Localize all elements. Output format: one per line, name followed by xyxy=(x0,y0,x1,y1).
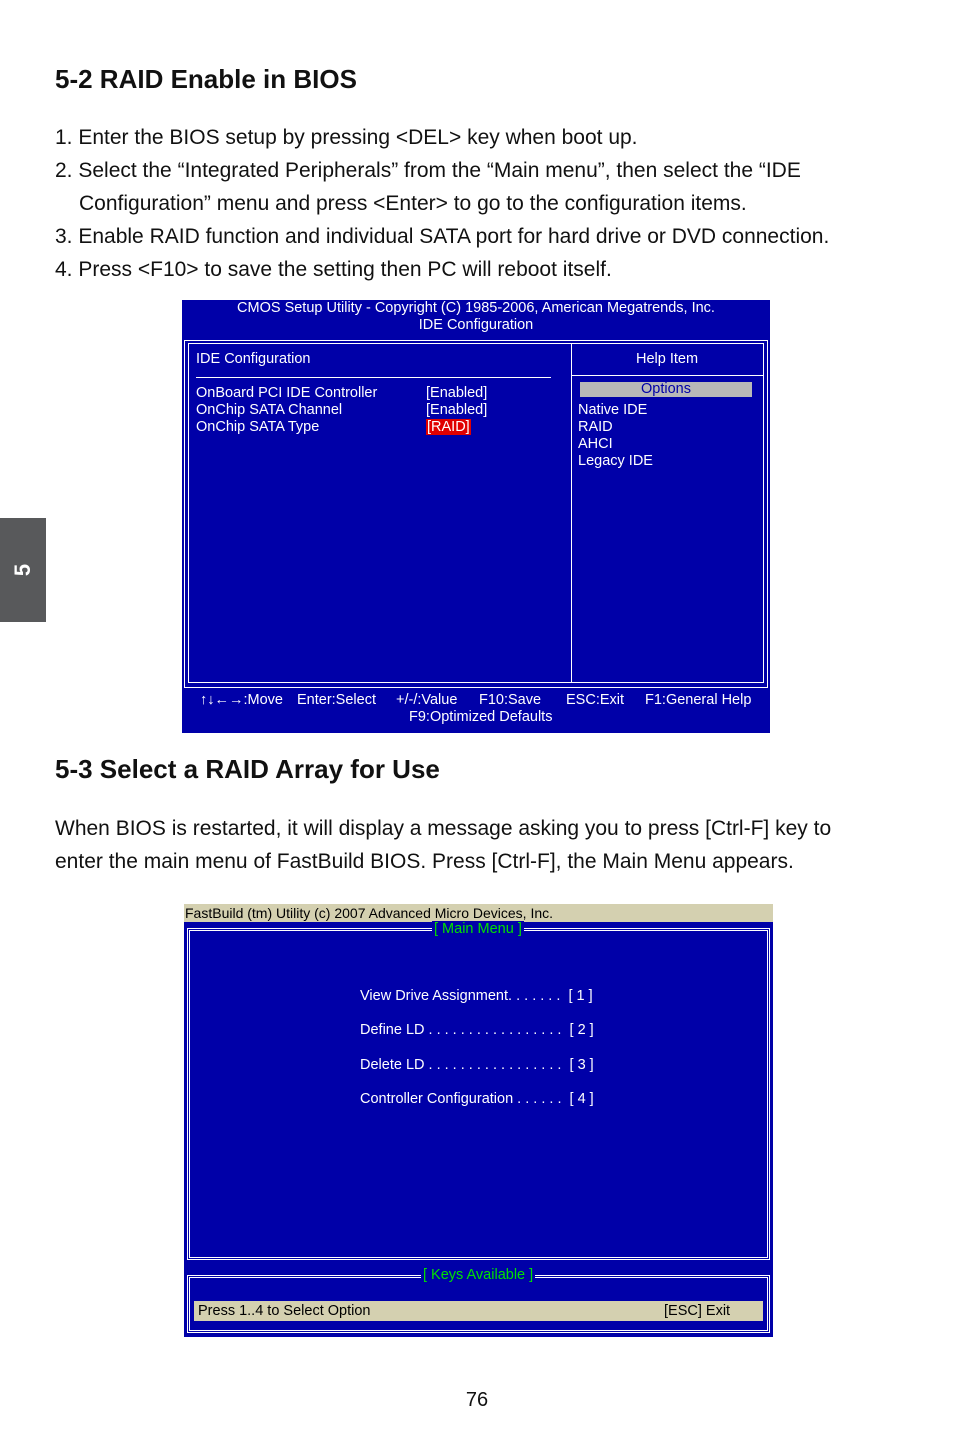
panel-title-underline xyxy=(196,377,551,378)
menu-item-define-ld[interactable]: Define LD . . . . . . . . . . . . . . . . . [ 2 ] xyxy=(360,1022,594,1038)
footer-move: ↑↓←→:Move xyxy=(200,692,283,708)
main-menu-legend: [ Main Menu ] xyxy=(434,921,522,937)
footer-help: F1:General Help xyxy=(645,692,752,708)
option-native-ide[interactable]: Native IDE xyxy=(578,402,648,418)
step-2-continued: Configuration” menu and press <Enter> to go to the configuration items. xyxy=(79,192,747,215)
option-raid[interactable]: RAID xyxy=(578,419,613,435)
footer-defaults: F9:Optimized Defaults xyxy=(409,709,553,725)
step-4: 4. Press <F10> to save the setting then PC will reboot itself. xyxy=(55,258,612,281)
step-1: 1. Enter the BIOS setup by pressing <DEL> key when boot up. xyxy=(55,126,638,149)
section2-paragraph-line2: enter the main menu of FastBuild BIOS. Press [Ctrl-F], the Main Menu appears. xyxy=(55,850,794,873)
setting-label-sata-type[interactable]: OnChip SATA Type xyxy=(196,419,320,435)
setting-value-sata-type[interactable]: [RAID] xyxy=(427,419,470,435)
menu-item-controller-config[interactable]: Controller Configuration . . . . . . [ 4 ] xyxy=(360,1091,594,1107)
setting-label-sata-channel[interactable]: OnChip SATA Channel xyxy=(196,402,343,418)
bios-header-copyright: CMOS Setup Utility - Copyright (C) 1985-2006, American Megatrends, Inc. xyxy=(237,300,715,316)
footer-save: F10:Save xyxy=(479,692,542,708)
bios-divider xyxy=(571,343,572,682)
chapter-tab xyxy=(0,518,46,622)
step-2: 2. Select the “Integrated Peripherals” from the “Main menu”, then select the “IDE xyxy=(55,159,801,182)
help-item-title: Help Item xyxy=(636,351,699,367)
footer-exit: ESC:Exit xyxy=(566,692,625,708)
fastbuild-title-bar: FastBuild (tm) Utility (c) 2007 Advanced Micro Devices, Inc. xyxy=(184,904,773,922)
fastbuild-screen xyxy=(184,904,773,1337)
help-divider xyxy=(572,375,763,376)
section2-paragraph-line1: When BIOS is restarted, it will display a message asking you to press [Ctrl-F] key to xyxy=(55,817,832,840)
option-legacy-ide[interactable]: Legacy IDE xyxy=(578,453,653,469)
status-bar xyxy=(194,1301,763,1321)
status-esc-exit: [ESC] Exit xyxy=(664,1303,731,1319)
setting-label-pci-ide[interactable]: OnBoard PCI IDE Controller xyxy=(196,385,378,401)
section-title-raid-enable: 5-2 RAID Enable in BIOS xyxy=(55,64,357,94)
bios-screen xyxy=(182,300,770,733)
bios-panel-title: IDE Configuration xyxy=(196,351,311,367)
menu-item-view-drive[interactable]: View Drive Assignment. . . . . . . [ 1 ] xyxy=(360,988,593,1004)
options-header: Options xyxy=(580,382,752,397)
step-3: 3. Enable RAID function and individual SATA port for hard drive or DVD connection. xyxy=(55,225,830,248)
status-select-option: Press 1..4 to Select Option xyxy=(198,1303,371,1319)
bios-header-title: IDE Configuration xyxy=(418,317,534,333)
setting-value-sata-channel[interactable]: [Enabled] xyxy=(426,402,488,418)
section-title-select-raid: 5-3 Select a RAID Array for Use xyxy=(55,754,440,784)
footer-value: +/-/:Value xyxy=(396,692,458,708)
page-number: 76 xyxy=(465,1389,489,1411)
option-ahci[interactable]: AHCI xyxy=(578,436,613,452)
setting-value-pci-ide[interactable]: [Enabled] xyxy=(426,385,488,401)
menu-item-delete-ld[interactable]: Delete LD . . . . . . . . . . . . . . . . . [ 3 ] xyxy=(360,1057,594,1073)
keys-available-legend: [ Keys Available ] xyxy=(423,1267,534,1283)
chapter-tab-label: 5 xyxy=(10,563,35,577)
footer-select: Enter:Select xyxy=(297,692,376,708)
